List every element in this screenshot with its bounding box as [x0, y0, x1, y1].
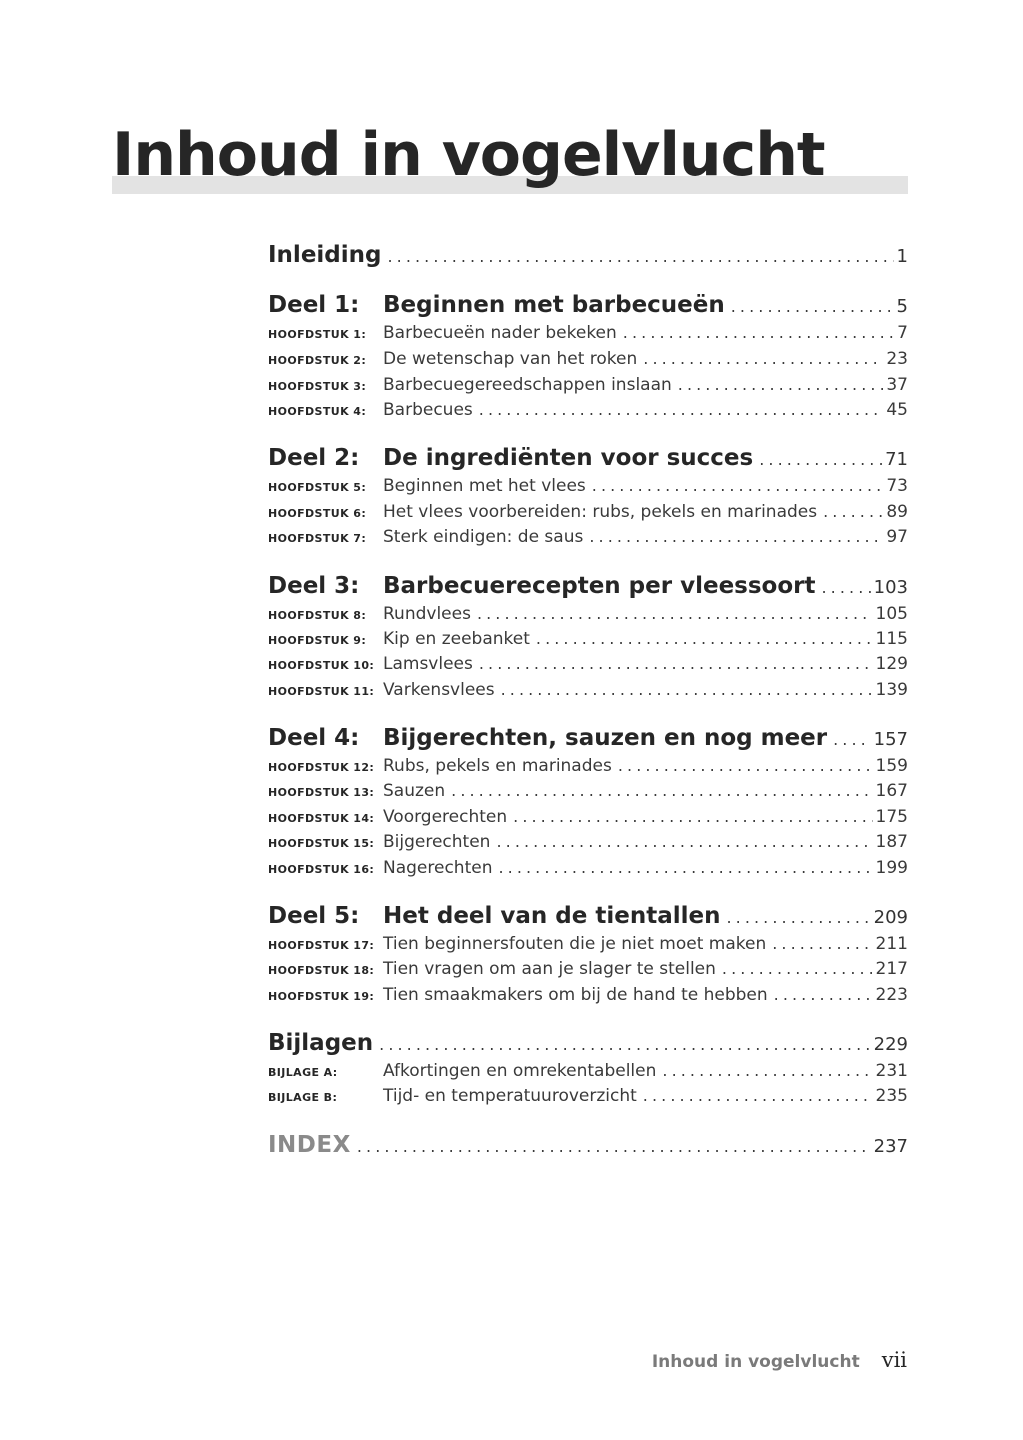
dot-leader — [589, 527, 883, 546]
toc-chapter-entry[interactable] — [268, 375, 908, 395]
dot-leader — [833, 730, 871, 749]
entry-title: Tien vragen om aan je slager te stellen — [383, 959, 716, 979]
entry-title: Rubs, pekels en marinades — [383, 756, 612, 776]
entry-page-number: 231 — [875, 1061, 908, 1081]
dot-leader — [731, 297, 894, 316]
toc-chapter-entry[interactable] — [268, 781, 908, 801]
entry-title: Bijgerechten, sauzen en nog meer — [383, 725, 828, 751]
entry-title: Beginnen met het vlees — [383, 476, 586, 496]
dot-leader — [479, 400, 884, 419]
toc-part-entry[interactable] — [268, 292, 908, 318]
entry-page-number: 73 — [886, 476, 908, 496]
chapter-label: HOOFDSTUK 13: — [268, 786, 375, 799]
chapter-label: HOOFDSTUK 6: — [268, 507, 367, 520]
dot-leader — [451, 781, 872, 800]
entry-page-number: 105 — [875, 604, 908, 624]
chapter-label: HOOFDSTUK 16: — [268, 863, 375, 876]
chapter-label: HOOFDSTUK 12: — [268, 761, 375, 774]
page-title: Inhoud in vogelvlucht — [112, 120, 825, 190]
dot-leader — [592, 476, 884, 495]
chapter-label: HOOFDSTUK 3: — [268, 380, 367, 393]
entry-page-number: 209 — [873, 907, 908, 928]
chapter-label: HOOFDSTUK 1: — [268, 328, 367, 341]
entry-title: Barbecues — [383, 400, 473, 420]
page-number: vii — [881, 1348, 907, 1372]
toc-chapter-entry[interactable] — [268, 349, 908, 369]
entry-page-number: 103 — [873, 577, 908, 598]
dot-leader — [643, 1086, 873, 1105]
entry-page-number: 187 — [875, 832, 908, 852]
entry-page-number: 175 — [875, 807, 908, 827]
entry-page-number: 23 — [886, 349, 908, 369]
dot-leader — [498, 858, 872, 877]
entry-page-number: 223 — [875, 985, 908, 1005]
toc-chapter-entry[interactable] — [268, 502, 908, 522]
toc-chapter-entry[interactable] — [268, 1061, 908, 1081]
chapter-label: HOOFDSTUK 19: — [268, 990, 375, 1003]
toc-chapter-entry[interactable] — [268, 807, 908, 827]
toc-chapter-entry[interactable] — [268, 680, 908, 700]
entry-page-number: 157 — [873, 729, 908, 750]
dot-leader — [726, 908, 870, 927]
dot-leader — [643, 349, 883, 368]
entry-title: Barbecuegereedschappen inslaan — [383, 375, 672, 395]
dot-leader — [823, 502, 883, 521]
dot-leader — [357, 1137, 871, 1156]
entry-page-number: 97 — [886, 527, 908, 547]
toc-chapter-entry[interactable] — [268, 400, 908, 420]
entry-title: Varkensvlees — [383, 680, 495, 700]
entry-page-number: 235 — [875, 1086, 908, 1106]
dot-leader — [772, 934, 872, 953]
entry-page-number: 159 — [875, 756, 908, 776]
toc-part-entry[interactable] — [268, 445, 908, 471]
entry-page-number: 211 — [875, 934, 908, 954]
entry-page-number: 167 — [875, 781, 908, 801]
chapter-label: HOOFDSTUK 2: — [268, 354, 367, 367]
dot-leader — [513, 807, 872, 826]
part-label: Deel 5: — [268, 903, 360, 929]
dot-leader — [678, 375, 884, 394]
entry-title: Kip en zeebanket — [383, 629, 530, 649]
entry-title: Sauzen — [383, 781, 446, 801]
entry-title: Het deel van de tientallen — [383, 903, 721, 929]
dot-leader — [722, 959, 873, 978]
part-label: Deel 4: — [268, 725, 360, 751]
dot-leader — [477, 604, 873, 623]
entry-title: Bijlagen — [268, 1030, 374, 1056]
part-label: Deel 2: — [268, 445, 360, 471]
chapter-label: HOOFDSTUK 8: — [268, 609, 367, 622]
entry-title: Rundvlees — [383, 604, 471, 624]
entry-title: Het vlees voorbereiden: rubs, pekels en marinades — [383, 502, 818, 522]
dot-leader — [774, 985, 873, 1004]
dot-leader — [822, 578, 871, 597]
entry-page-number: 37 — [886, 375, 908, 395]
chapter-label: HOOFDSTUK 15: — [268, 837, 375, 850]
dot-leader — [496, 832, 872, 851]
toc-chapter-entry[interactable] — [268, 476, 908, 496]
entry-page-number: 229 — [873, 1034, 908, 1055]
dot-leader — [662, 1061, 872, 1080]
entry-page-number: 71 — [885, 449, 908, 470]
dot-leader — [618, 756, 873, 775]
entry-title: Voorgerechten — [383, 807, 508, 827]
toc-chapter-entry[interactable] — [268, 527, 908, 547]
entry-title: Tijd- en temperatuuroverzicht — [383, 1086, 637, 1106]
entry-page-number: 45 — [886, 400, 908, 420]
toc-chapter-entry[interactable] — [268, 934, 908, 954]
part-label: Deel 3: — [268, 573, 360, 599]
entry-title: Sterk eindigen: de saus — [383, 527, 584, 547]
chapter-label: HOOFDSTUK 7: — [268, 532, 367, 545]
entry-title: Afkortingen en omrekentabellen — [383, 1061, 657, 1081]
toc-chapter-entry[interactable] — [268, 629, 908, 649]
chapter-label: HOOFDSTUK 11: — [268, 685, 375, 698]
toc-section-entry[interactable] — [268, 242, 908, 268]
toc-chapter-entry[interactable] — [268, 959, 908, 979]
entry-title: Barbecuerecepten per vleessoort — [383, 573, 816, 599]
dot-leader — [501, 680, 873, 699]
dot-leader — [536, 629, 873, 648]
entry-title: Barbecueën nader bekeken — [383, 323, 617, 343]
toc-chapter-entry[interactable] — [268, 858, 908, 878]
part-label: Deel 1: — [268, 292, 360, 318]
entry-title: Bijgerechten — [383, 832, 491, 852]
entry-page-number: 89 — [886, 502, 908, 522]
chapter-label: BIJLAGE B: — [268, 1091, 338, 1104]
toc-chapter-entry[interactable] — [268, 323, 908, 343]
entry-title: Nagerechten — [383, 858, 493, 878]
entry-page-number: 199 — [875, 858, 908, 878]
entry-page-number: 129 — [875, 654, 908, 674]
toc-index-entry[interactable] — [268, 1132, 908, 1158]
entry-page-number: 1 — [896, 246, 908, 267]
toc-chapter-entry[interactable] — [268, 604, 908, 624]
entry-title: De wetenschap van het roken — [383, 349, 638, 369]
dot-leader — [623, 323, 894, 342]
entry-page-number: 115 — [875, 629, 908, 649]
entry-page-number: 5 — [896, 296, 908, 317]
chapter-label: HOOFDSTUK 4: — [268, 405, 367, 418]
dot-leader — [479, 654, 873, 673]
entry-page-number: 7 — [897, 323, 908, 343]
running-title: Inhoud in vogelvlucht — [651, 1352, 860, 1372]
entry-title: Tien beginnersfouten die je niet moet maken — [383, 934, 767, 954]
toc-part-entry[interactable] — [268, 903, 908, 929]
toc-section-entry[interactable] — [268, 1030, 908, 1056]
entry-page-number: 139 — [875, 680, 908, 700]
chapter-label: HOOFDSTUK 10: — [268, 659, 375, 672]
chapter-label: HOOFDSTUK 17: — [268, 939, 375, 952]
chapter-label: HOOFDSTUK 5: — [268, 481, 367, 494]
entry-title: Tien smaakmakers om bij de hand te hebben — [383, 985, 768, 1005]
toc-chapter-entry[interactable] — [268, 985, 908, 1005]
toc-chapter-entry[interactable] — [268, 1086, 908, 1106]
dot-leader — [387, 247, 893, 266]
entry-page-number: 237 — [873, 1136, 908, 1157]
chapter-label: HOOFDSTUK 18: — [268, 964, 375, 977]
page-footer — [652, 1348, 907, 1372]
entry-title: Inleiding — [268, 242, 382, 268]
toc-chapter-entry[interactable] — [268, 756, 908, 776]
entry-title: Lamsvlees — [383, 654, 473, 674]
toc-part-entry[interactable] — [268, 725, 908, 751]
toc-chapter-entry[interactable] — [268, 654, 908, 674]
entry-title: INDEX — [268, 1132, 351, 1158]
dot-leader — [379, 1035, 871, 1054]
chapter-label: HOOFDSTUK 9: — [268, 634, 367, 647]
toc-chapter-entry[interactable] — [268, 832, 908, 852]
chapter-label: HOOFDSTUK 14: — [268, 812, 375, 825]
entry-title: Beginnen met barbecueën — [383, 292, 725, 318]
chapter-label: BIJLAGE A: — [268, 1066, 338, 1079]
entry-title: De ingrediënten voor succes — [383, 445, 754, 471]
entry-page-number: 217 — [875, 959, 908, 979]
toc-part-entry[interactable] — [268, 573, 908, 599]
dot-leader — [759, 450, 882, 469]
